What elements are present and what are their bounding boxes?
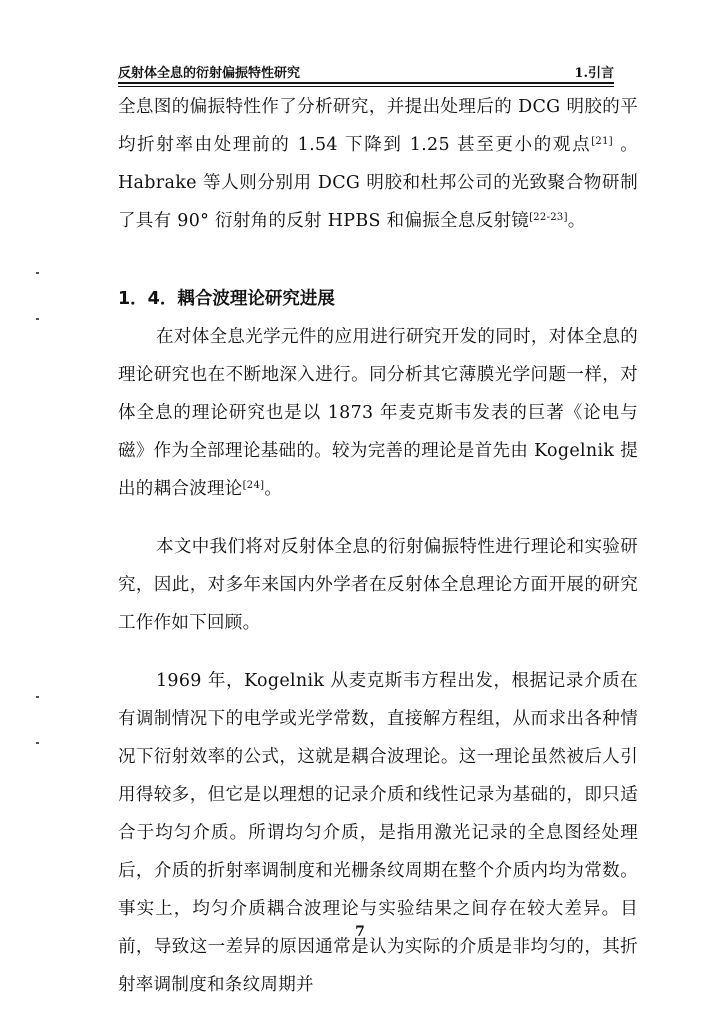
paragraph-1-text-b: 。Habrake 等人则分别用 DCG 明胶和杜邦公司的光致聚合物研制了具有 90° 衍射角的反射 HPBS 和偏振全息反射镜 (118, 135, 638, 231)
header-title: 反射体全息的衍射偏振特性研究 (118, 66, 301, 81)
paragraph-2-text: 在对体全息光学元件的应用进行研究开发的同时，对体全息的理论研究也在不断地深入进行。同分析其它薄膜光学问题一样，对体全息的理论研究也是以 1873 年麦克斯韦发表的巨著《论电与磁》作为全部理论基础的。较为完善的理论是首先由 Kogelnik 提出的耦合波理论 (118, 327, 638, 499)
paragraph-1-text: 全息图的偏振特性作了分析研究，并提出处理后的 DCG 明胶的平均折射率由处理前的 1.54 下降到 1.25 甚至更小的观点 (118, 97, 638, 155)
citation-24: [24] (242, 480, 265, 491)
running-header (118, 62, 614, 82)
page-number: 7 (355, 924, 365, 940)
scan-speck (36, 318, 39, 320)
scan-speck (36, 272, 39, 274)
paragraph-1 (118, 88, 638, 240)
page-body (118, 88, 638, 1004)
scan-speck (36, 696, 39, 698)
citation-22-23: [22-23] (529, 212, 568, 223)
header-chapter: 1.引言 (574, 66, 614, 81)
paragraph-4: 1969 年，Kogelnik 从麦克斯韦方程出发，根据记录介质在有调制情况下的电学或光学常数，直接解方程组，从而求出各种情况下衍射效率的公式，这就是耦合波理论。这一理论虽然被后人引用得较多，但它是以理想的记录介质和线性记录为基础的，即只适合于均匀介质。所谓均匀介质，是指用激光记录的全息图经处理后，介质的折射率调制度和光栅条纹周期在整个介质内均为常数。事实上，均匀介质耦合波理论与实验结果之间存在较大差异。目前，导致这一差异的原因通常是认为实际的介质是非均匀的，其折射率调制度和条纹周期并 (118, 671, 638, 995)
paragraph-2-text-b: 。 (264, 479, 283, 499)
scan-speck (36, 742, 39, 744)
header-rule-thick (118, 82, 614, 84)
citation-21: [21] (591, 136, 613, 147)
paragraph-3: 本文中我们将对反射体全息的衍射偏振特性进行理论和实验研究，因此，对多年来国内外学者在反射体全息理论方面开展的研究工作作如下回顾。 (118, 537, 638, 633)
paragraph-2 (118, 318, 638, 508)
section-heading: 1．4．耦合波理论研究进展 (118, 289, 335, 309)
paragraph-1-text-c: 。 (567, 211, 586, 231)
header-rule-thin (118, 86, 614, 87)
